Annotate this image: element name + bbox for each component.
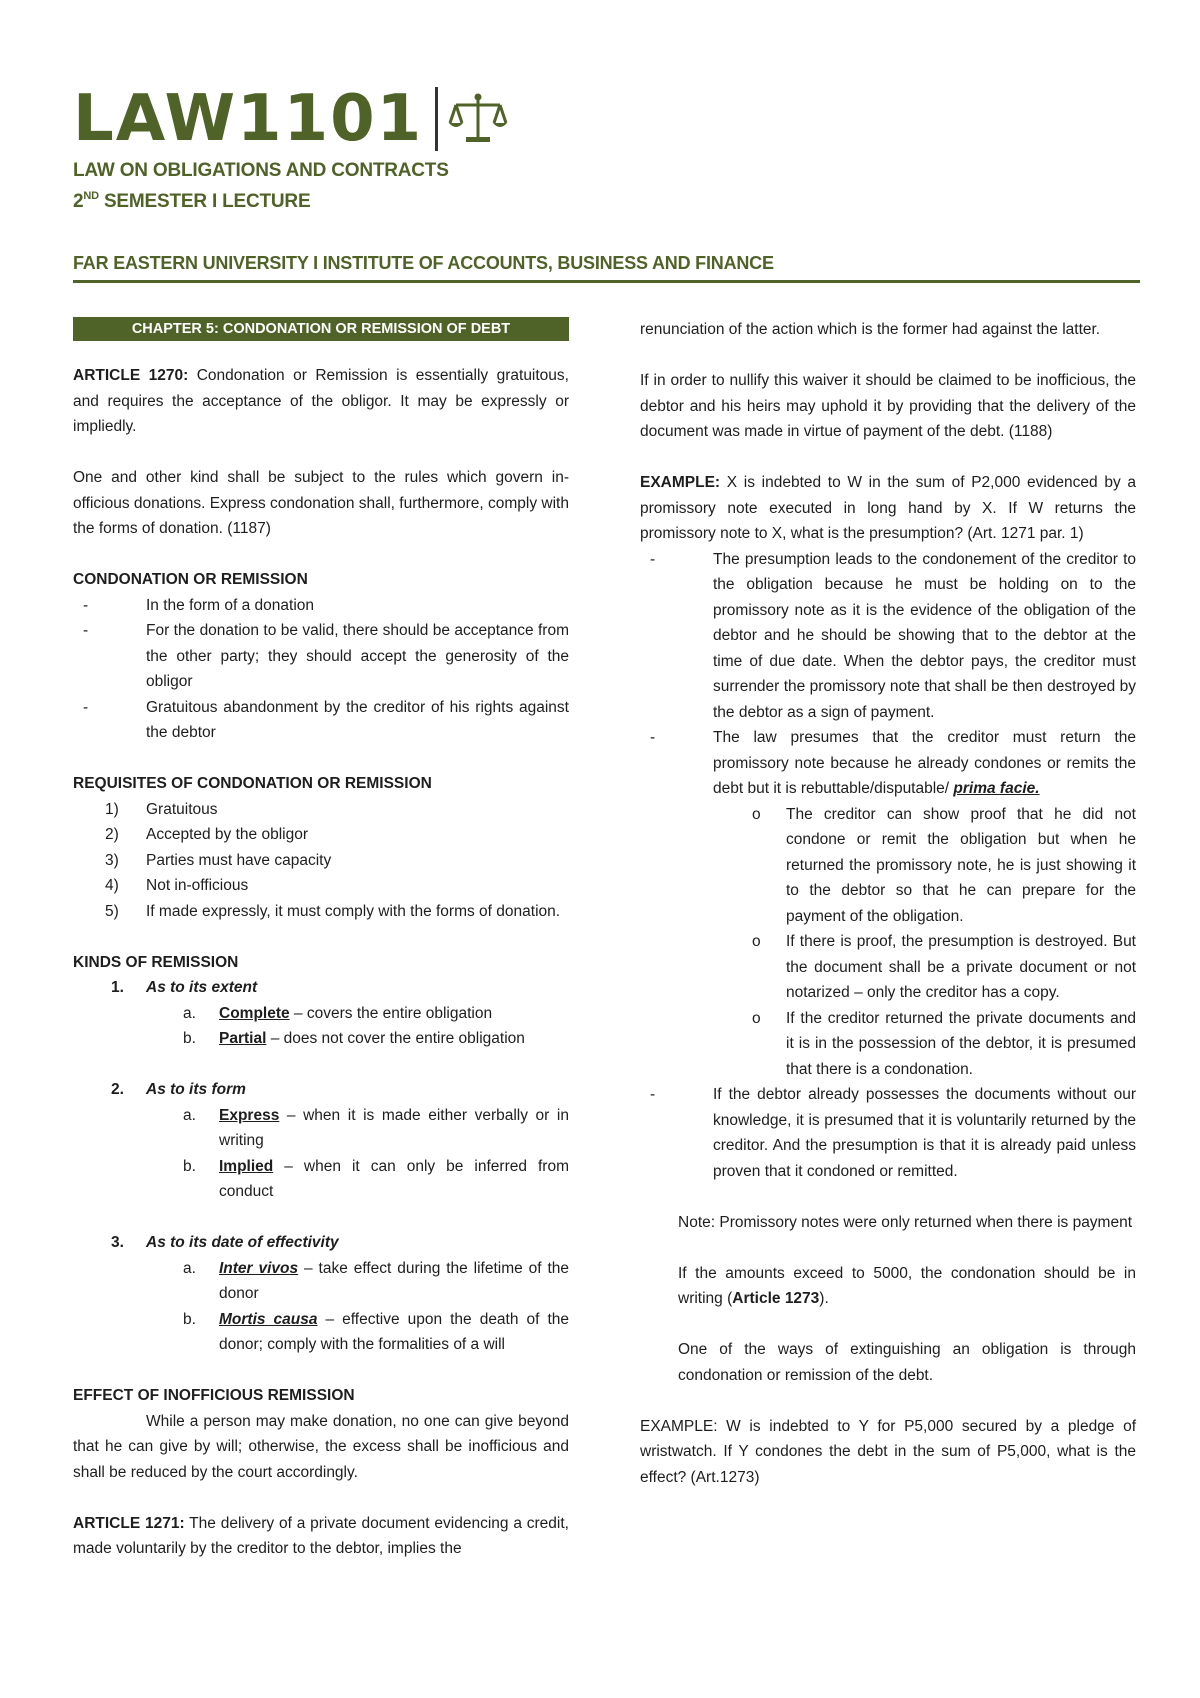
ways-paragraph: One of the ways of extinguishing an obligation is through condonation or remission of the debt. (678, 1341, 1136, 1384)
effect-paragraph: While a person may make donation, no one can give beyond that he can give by will; otherwise, the excess shall be inofficious and shall be reduced by the court accordingly. (73, 1412, 569, 1481)
list-item: a. Complete – covers the entire obligation (183, 1004, 493, 1022)
course-title: LAW ON OBLIGATIONS AND CONTRACTS (73, 160, 449, 181)
section-heading: REQUISITES OF CONDONATION OR REMISSION (73, 775, 432, 792)
left-column (73, 317, 569, 1562)
list-item: 3) Parties must have capacity (105, 851, 332, 869)
list-item: 5) If made expressly, it must comply with the forms of donation. (105, 902, 561, 920)
amount-paragraph: If the amounts exceed to 5000, the condonation should be in writing (Article 1273). (678, 1264, 1136, 1307)
list-item: b. Implied – when it can only be inferred from conduct (183, 1157, 569, 1200)
section-heading: CONDONATION OR REMISSION (73, 571, 308, 588)
chapter-heading: CHAPTER 5: CONDONATION OR REMISSION OF DEBT (73, 317, 569, 341)
sub-list-item: o If there is proof, the presumption is destroyed. But the document shall be a private document or not notarized – only the creditor has a copy. (752, 933, 1136, 1001)
sub-list-item: o The creditor can show proof that he did not condone or remit the obligation but when he returned the promissory note, he is just showing it to the debtor so that he can prepare for the payment of the obligation. (752, 805, 1136, 925)
kind-heading: 2. As to its form (111, 1081, 246, 1098)
list-item: - The law presumes that the creditor must return the promissory note because he already condones or remits the debt but it is rebuttable/disputable/ prima facie. (650, 729, 1136, 797)
section-heading: EFFECT OF INOFFICIOUS REMISSION (73, 1387, 355, 1404)
list-item: b. Mortis causa – effective upon the death of the donor; comply with the formalities of a will (183, 1310, 570, 1353)
list-item: - The presumption leads to the condonement of the creditor to the obligation because he must be holding on to the promissory note as it is the evidence of the obligation of the debtor and he should be showing that to the debtor at the time of due date. When the debtor pays, the creditor must surrender the promissory note that shall be then destroyed by the debtor as a sign of payment. (650, 550, 1136, 721)
list-item: a. Express – when it is made either verbally or in writing (183, 1106, 569, 1149)
article-1271-continued: renunciation of the action which is the former had against the latter. (640, 321, 1101, 338)
logo-divider (435, 87, 438, 151)
list-item: - For the donation to be valid, there should be acceptance from the other party; they should accept the generosity of the obligor (83, 622, 569, 690)
sub-list-item: o If the creditor returned the private documents and it is in the possession of the debtor, it is presumed that there is a condonation. (752, 1009, 1136, 1078)
article-1270-paragraph: One and other kind shall be subject to the rules which govern in-officious donations. Express condonation shall, furthermore, comply with the forms of donation. (1187) (73, 469, 569, 537)
kind-heading: 3. As to its date of effectivity (111, 1234, 339, 1251)
scales-of-justice-icon (448, 89, 508, 149)
list-item: - Gratuitous abandonment by the creditor of his rights against the debtor (83, 698, 569, 741)
article-1270: ARTICLE 1270: Condonation or Remission is essentially gratuitous, and requires the acceptance of the obligor. It may be expressly or impliedly. (73, 367, 569, 435)
list-item: - In the form of a donation (83, 596, 315, 614)
list-item: - If the debtor already possesses the documents without our knowledge, it is presumed that it is voluntarily returned by the creditor. And the presumption is that it is already paid unless proven that it condoned or remitted. (650, 1086, 1136, 1180)
list-item: 4) Not in-officious (105, 877, 249, 894)
article-1271-paragraph: If in order to nullify this waiver it should be claimed to be inofficious, the debtor and his heirs may uphold it by providing that the delivery of the document was made in virtue of payment of the debt. (1188) (640, 372, 1136, 440)
semester-line: 2ND SEMESTER I LECTURE (73, 190, 311, 212)
note-paragraph: Note: Promissory notes were only returned when there is payment (678, 1213, 1133, 1231)
list-item: 1) Gratuitous (105, 800, 218, 818)
course-code: LAW1101 (73, 82, 424, 156)
right-column (640, 317, 1136, 1490)
section-heading: KINDS OF REMISSION (73, 953, 239, 971)
kind-heading: 1. As to its extent (111, 979, 258, 996)
course-logo (73, 82, 1140, 156)
example-2: EXAMPLE: W is indebted to Y for P5,000 secured by a pledge of wristwatch. If Y condones the debt in the sum of P5,000, what is the effect? (Art.1273) (640, 1417, 1136, 1486)
header-rule (73, 280, 1140, 283)
example-1: EXAMPLE: X is indebted to W in the sum of P2,000 evidenced by a promissory note executed in long hand by X. If W returns the promissory note to X, what is the presumption? (Art. 1271 par. 1) (640, 474, 1136, 542)
list-item: 2) Accepted by the obligor (105, 826, 308, 843)
list-item: a. Inter vivos – take effect during the lifetime of the donor (183, 1259, 570, 1302)
document-header (73, 82, 1140, 283)
school-line: FAR EASTERN UNIVERSITY I INSTITUTE OF ACCOUNTS, BUSINESS AND FINANCE (73, 253, 774, 273)
article-1271: ARTICLE 1271: The delivery of a private document evidencing a credit, made voluntarily by the creditor to the debtor, implies the (73, 1514, 569, 1557)
list-item: b. Partial – does not cover the entire obligation (183, 1030, 525, 1047)
